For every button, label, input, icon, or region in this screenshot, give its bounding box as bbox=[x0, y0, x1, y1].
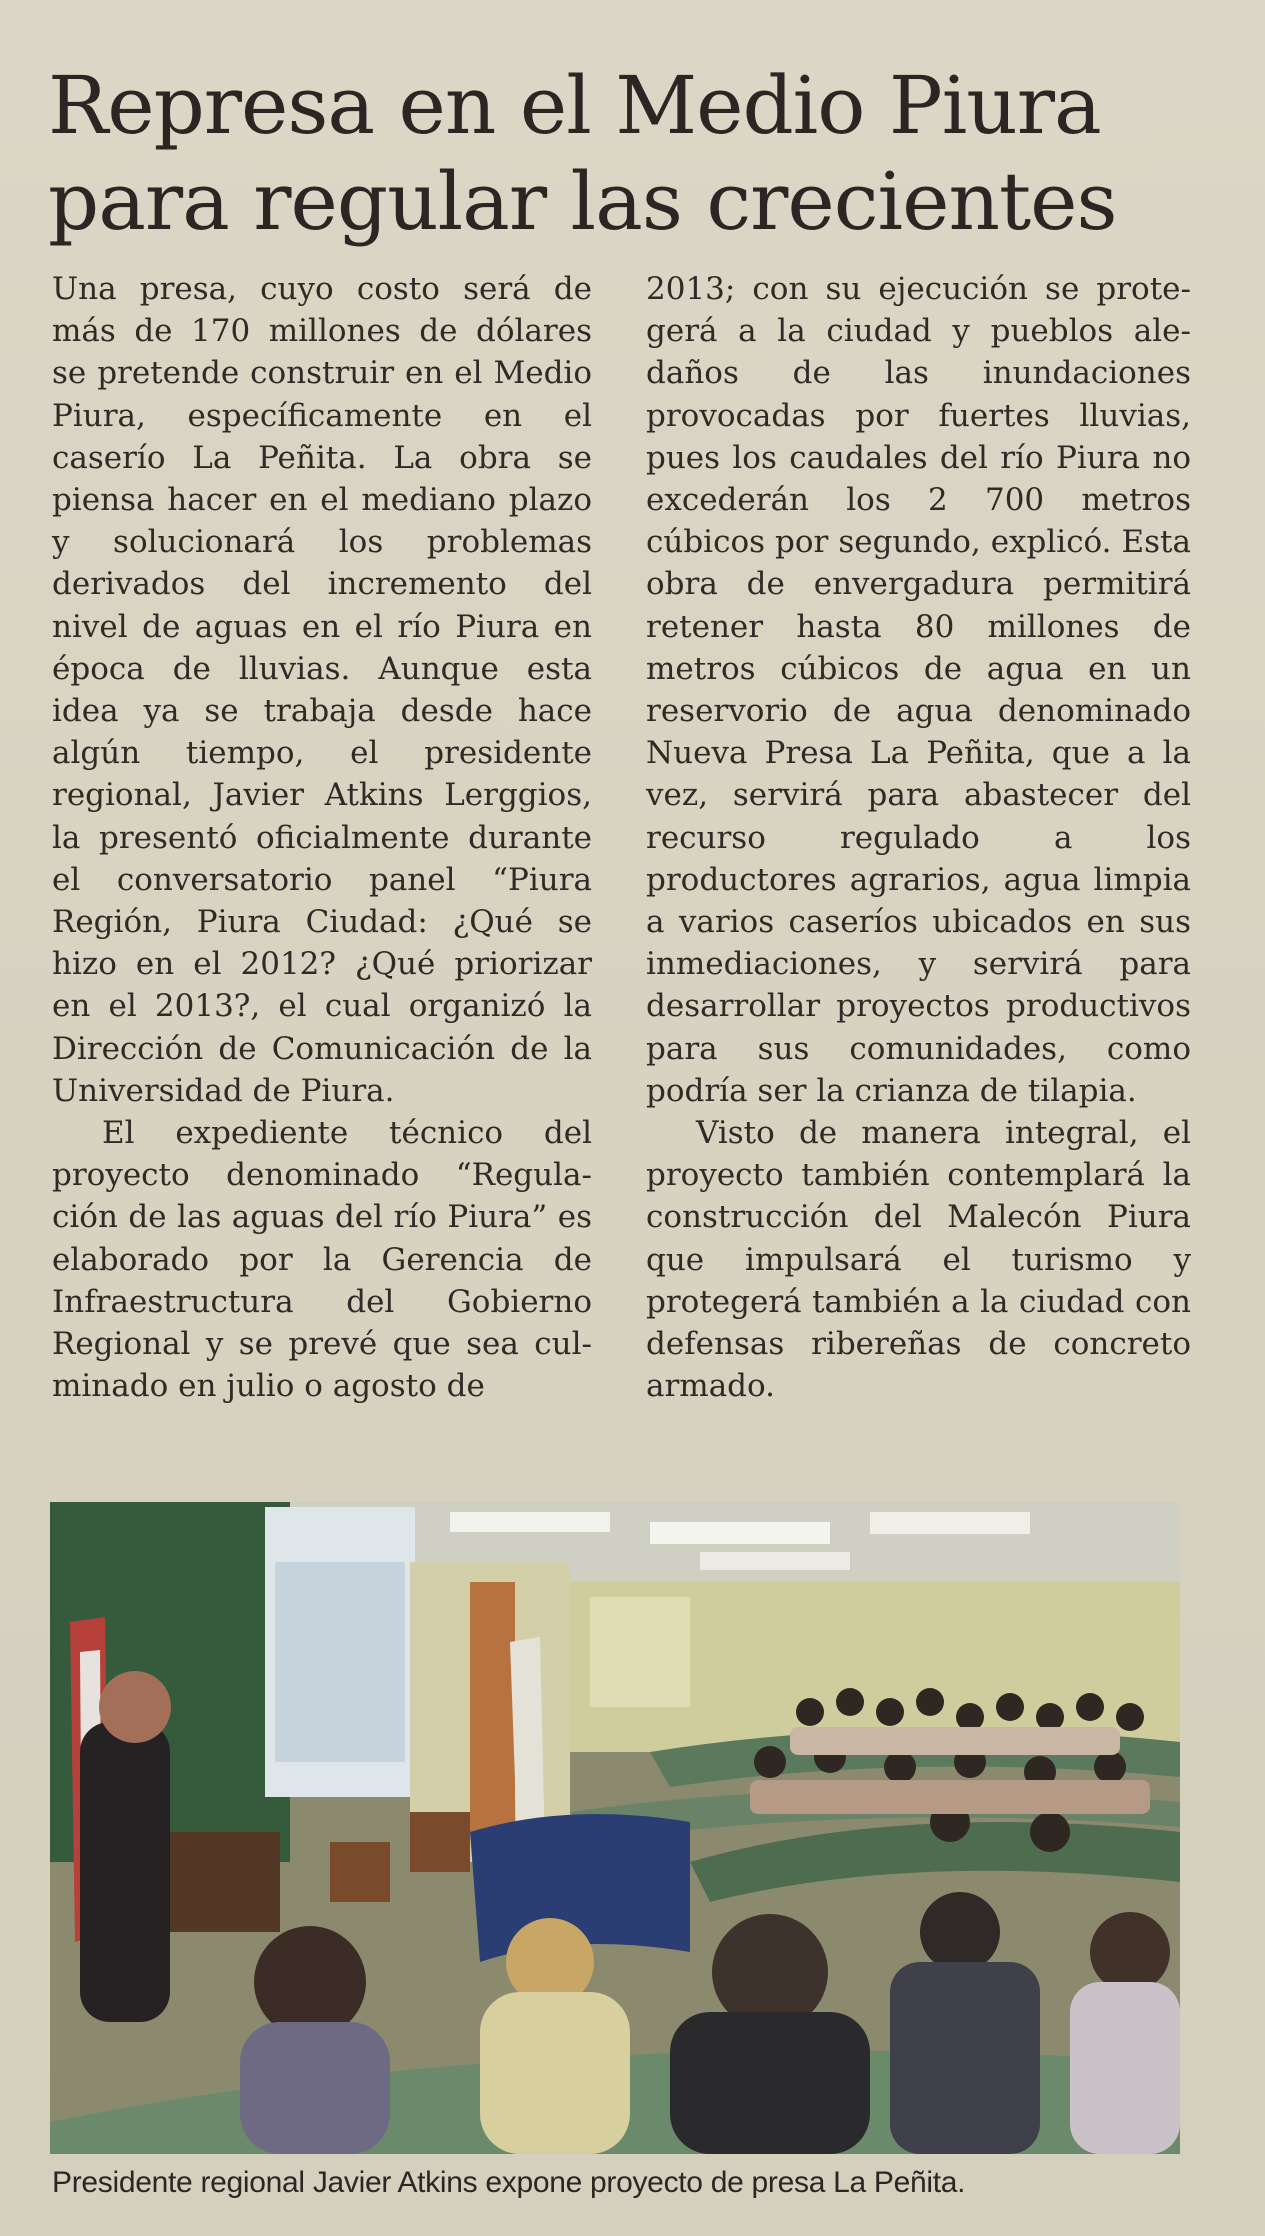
paragraph: Visto de manera integral, el proyecto también contemplará la construcción del Malecón Piura que impulsará el turismo y protegerá también a la ciudad con defensas ribereñas de concreto armado. bbox=[646, 1115, 1191, 1405]
paragraph: El expediente técnico del proyecto denominado “Regulación de las aguas del río Piura” es elaborado por la Gerencia de Infraestructura del Gobierno Regional y se prevé que sea culminado en julio o agosto de bbox=[52, 1115, 592, 1405]
paragraph: 2013; con su ejecución se protegerá a la ciudad y pueblos aledaños de las inundaciones provocadas por fuertes lluvias, pues los caudales del río Piura no excederán los 2 700 metros cúbicos por segundo, explicó. Esta obra de envergadura permitirá retener hasta 80 millones de metros cúbicos de agua en un reservorio de agua denominado Nueva Presa La Peñita, que a la vez, servirá para abastecer del recurso regulado a los productores agrarios, agua limpia a varios caseríos ubicados en sus inmediaciones, y servirá para desarrollar proyectos productivos para sus comunidades, como podría ser la crianza de tilapia. bbox=[646, 271, 1191, 1109]
article-column-right bbox=[646, 268, 1191, 1407]
article-headline: Represa en el Medio Piura para regular las crecientes bbox=[48, 59, 1117, 248]
paragraph: Una presa, cuyo costo será de más de 170 millones de dólares se pretende construir en el Medio Piura, específicamente en el caserío La Peñita. La obra se piensa hacer en el mediano plazo y solucionará los problemas derivados del incremento del nivel de aguas en el río Piura en época de lluvias. Aunque esta idea ya se trabaja desde hace algún tiempo, el presidente regional, Javier Atkins Lerggios, la presentó oficialmente durante el conversatorio panel “Piura Región, Piura Ciudad: ¿Qué se hizo en el 2012? ¿Qué priorizar en el 2013?, el cual organizó la Dirección de Comunicación de la Universidad de Piura. bbox=[52, 271, 592, 1109]
article-column-left bbox=[52, 268, 592, 1407]
conference-photo bbox=[50, 1502, 1180, 2154]
photo-caption: Presidente regional Javier Atkins expone proyecto de presa La Peñita. bbox=[52, 2166, 966, 2199]
